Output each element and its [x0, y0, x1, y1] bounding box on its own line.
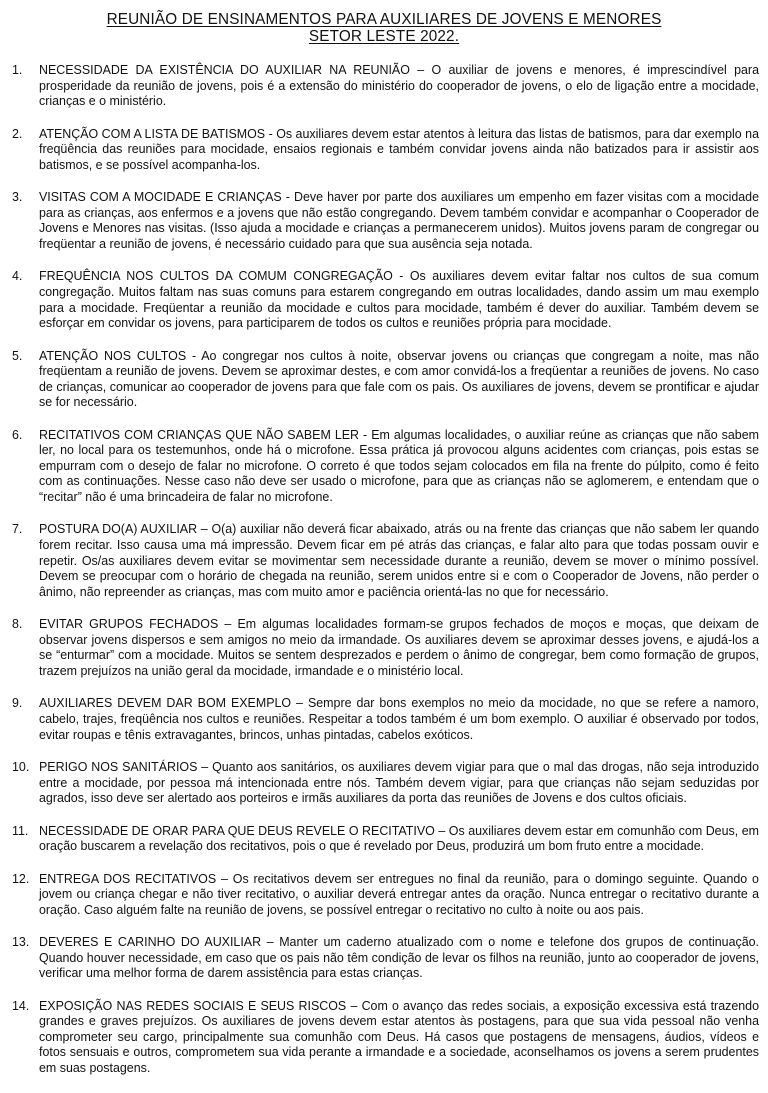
list-item: [12, 428, 762, 506]
item-heading: EXPOSIÇÃO NAS REDES SOCIAIS E SEUS RISCOS: [39, 998, 347, 1013]
item-body: Com o avanço das redes sociais, a exposição excessiva está trazendo grandes e graves prejuízos. Os auxiliares de jovens devem estar atentos às postagens, para que sua vida pessoal não venha comprometer seu cargo, principalmente sua comunhão com Deus. Há casos que postagens de mensagens, áudios, vídeos e fotos sensuais e outros, comprometem sua vida perante a irmandade e a sociedade, aconselhamos os jovens a serem prudentes em suas postagens.: [39, 998, 759, 1076]
item-heading: ATENÇÃO NOS CULTOS: [39, 348, 187, 363]
item-body: Os recitativos devem ser entregues no final da reunião, para o domingo seguinte. Quando o jovem ou criança chegar e não tiver recitativo, o auxiliar deverá entregar antes da oração. Nunca entregar o recitativo durante a oração. Caso alguém falte na reunião de jovens, se possível entregar o recitativo no culto à noite ou aos pais.: [39, 871, 759, 917]
list-item: [12, 127, 762, 174]
list-item: [12, 269, 762, 331]
item-heading: DEVERES E CARINHO DO AUXILIAR: [39, 935, 262, 950]
item-separator: -: [186, 348, 202, 363]
item-separator: -: [392, 269, 410, 284]
item-number: 14.: [12, 998, 30, 1013]
item-number: 13.: [12, 935, 30, 950]
list-item: [12, 617, 762, 679]
item-separator: -: [281, 190, 294, 205]
item-body: Os auxiliares devem estar em comunhão com Deus, em oração buscarem a revelação dos recitativos, pois o que é revelado por Deus, produzirá um bom fruto entre a mocidade.: [39, 823, 759, 854]
list-item: [12, 935, 762, 982]
document-subtitle: SETOR LESTE 2022.: [308, 28, 460, 45]
list-item: [12, 696, 762, 743]
list-item: [12, 760, 762, 807]
list-item: [12, 999, 762, 1077]
item-body: Os auxiliares devem evitar faltar nos cultos de sua comum congregação. Muitos faltam nas suas comuns para estarem congregando em outras localidades, dando assim um mau exemplo para a mocidade. Freqüentar a reunião da mocidade e cultos para mocidade, também é dever do auxiliar. Também devem se esforçar em convidar os jovens, para participarem de todos os cultos e reuniões própria para mocidade.: [39, 269, 759, 331]
item-heading: NECESSIDADE DE ORAR PARA QUE DEUS REVELE O RECITATIVO: [39, 823, 435, 838]
item-text: [39, 617, 762, 679]
item-body: O(a) auxiliar não deverá ficar abaixado, atrás ou na frente das crianças que não sabem ler quando forem recitar. Isso causa uma má impressão. Devem ficar em pé atrás das crianças, e falar alto para que todas possam ouvir e repetir. Os/as auxiliares devem evitar se movimentar sem necessidade durante a reunião, devem se mover o mínimo possível. Devem se preocupar com o horário de chegada na reunião, serem unidos entre si e com o Cooperador de Jovens, não perder o ânimo, não repreender as crianças, mas com muito amor e paciência orientá-las no que for necessário.: [39, 522, 759, 599]
item-number: 11.: [12, 823, 29, 838]
item-text: [39, 269, 762, 331]
item-heading: ENTREGA DOS RECITATIVOS: [39, 871, 217, 886]
item-number: 4.: [12, 269, 23, 284]
item-body: Ao congregar nos cultos à noite, observar jovens ou crianças que congregam a noite, mas não freqüentam a reunião de jovens. Devem se aproximar destes, e com amor convidá-los a freqüentar a reuniões de jovens. No caso de crianças, comunicar ao cooperador de jovens para que fale com os pais. Os auxiliares de jovens, devem se prontificar e ajudar se for necessário.: [39, 348, 759, 410]
item-separator: –: [197, 759, 213, 774]
item-body: Os auxiliares devem estar atentos à leitura das listas de batismos, para dar exemplo na freqüência das reuniões para mocidade, ensaios regionais e também convidar jovens ainda não batizados para ir assistir aos batismos, e se possível acompanha-los.: [39, 126, 759, 172]
item-number: 8.: [12, 617, 23, 632]
document-header: [0, 11, 768, 45]
list-item: [12, 190, 762, 252]
item-separator: –: [261, 935, 280, 950]
item-heading: PERIGO NOS SANITÁRIOS: [39, 759, 198, 774]
item-separator: -: [265, 126, 277, 141]
list-item: [12, 63, 762, 110]
list-item: [12, 349, 762, 411]
item-body: Quanto aos sanitários, os auxiliares devem vigiar para que o mal das drogas, não seja introduzido entre a mocidade, por pessoa má intencionada entre nós. Também devem vigiar, para que crianças não sejam seduzidas por agrados, isso deve ser alertado aos porteiros e irmãs auxiliares da porta das reuniões de Jovens e dos cultos oficiais.: [39, 759, 759, 806]
item-body: Em algumas localidades, o auxiliar reúne as crianças que não sabem ler, no local para os testemunhos, onde há o microfone. Essa prática já provocou alguns acidentes com crianças, pois estas se empurram com o desejo de falar no microfone. O correto é que todos sejam colocados em fila na frente do púlpito, como é feito com as continuações. Nesse caso não deve ser usado o microfone, para que as crianças não se aglomerem, e entendam que o “recitar” não é uma brincadeira de falar no microfone.: [39, 427, 759, 505]
item-text: [39, 760, 762, 807]
item-heading: VISITAS COM A MOCIDADE E CRIANÇAS: [39, 190, 282, 205]
item-body: Sempre dar bons exemplos no meio da mocidade, no que se refere a namoro, cabelo, trajes, freqüência nos cultos e reuniões. Respeitar a todos também é um bom exemplo. O auxiliar é observado por todos, evitar roupas e tênis extravagantes, brincos, unhas pintadas, cabelos exóticos.: [39, 696, 759, 742]
item-text: [39, 127, 762, 174]
item-heading: EVITAR GRUPOS FECHADOS: [39, 617, 219, 632]
item-body: Deve haver por parte dos auxiliares um empenho em fazer visitas com a mocidade para as crianças, aos enfermos e a jovens que não estão congregando. Devem também convidar e acompanhar o Cooperador de Jovens e Menores nas visitas. (Isso ajuda a mocidade e crianças a permanecerem unidos). Muitos jovens param de congregar ou freqüentar a reunião de jovens, é necessário cuidado para que sua ausência seja notada.: [39, 190, 759, 251]
item-text: [39, 349, 762, 411]
item-separator: –: [409, 63, 432, 77]
item-heading: FREQUÊNCIA NOS CULTOS DA COMUM CONGREGAÇÃO: [39, 269, 393, 284]
item-heading: NECESSIDADE DA EXISTÊNCIA DO AUXILIAR NA REUNIÃO: [39, 63, 410, 77]
item-number: 10.: [12, 759, 30, 774]
item-separator: -: [359, 427, 372, 442]
item-number: 5.: [12, 348, 23, 363]
list-item: [12, 522, 762, 600]
item-separator: –: [218, 617, 238, 632]
item-text: [39, 522, 762, 600]
item-separator: –: [434, 823, 449, 838]
item-body: O auxiliar de jovens e menores, é imprescindível para prosperidade da reunião de jovens, pois é a extensão do ministério do cooperador de jovens, o elo de ligação entre a mocidade, crianças e o ministério.: [39, 63, 759, 109]
item-text: [39, 63, 762, 110]
item-number: 12.: [12, 871, 30, 886]
item-number: 6.: [12, 427, 23, 442]
item-text: [39, 872, 762, 919]
item-separator: –: [346, 998, 362, 1013]
item-number: 1.: [12, 63, 23, 77]
item-number: 7.: [12, 522, 23, 537]
item-text: [39, 824, 762, 855]
item-body: Em algumas localidades formam-se grupos fechados de moços e moças, que deixam de observar jovens dispersos e sem amigos no meio da irmandade. Os auxiliares devem se aproximar desses jovens, e ajudá-los a se “enturmar” com a mocidade. Muitos se sentem desprezados e perdem o ânimo de congregar, bem como formação de grupos, trazem prejuízos na união geral da mocidade, irmandade e o ministério local.: [39, 617, 759, 678]
item-number: 2.: [12, 126, 23, 141]
item-body: Manter um caderno atualizado com o nome e telefone dos grupos de continuação. Quando houver necessidade, em caso que os pais não têm condição de levar os filhos na reunião, junto ao cooperador de jovens, verificar uma melhor forma de darem assistência para estas crianças.: [39, 935, 759, 981]
item-text: [39, 935, 762, 982]
item-text: [39, 428, 762, 506]
item-separator: –: [197, 522, 212, 537]
item-text: [39, 999, 762, 1077]
document-title: REUNIÃO DE ENSINAMENTOS PARA AUXILIARES DE JOVENS E MENORES: [106, 11, 662, 28]
item-separator: –: [291, 696, 308, 711]
item-heading: AUXILIARES DEVEM DAR BOM EXEMPLO: [39, 696, 292, 711]
numbered-list: [12, 63, 762, 1093]
item-text: [39, 696, 762, 743]
item-number: 3.: [12, 190, 23, 205]
item-text: [39, 190, 762, 252]
list-item: [12, 824, 762, 855]
item-heading: ATENÇÃO COM A LISTA DE BATISMOS: [39, 126, 266, 141]
item-number: 9.: [12, 696, 23, 711]
list-item: [12, 872, 762, 919]
item-heading: RECITATIVOS COM CRIANÇAS QUE NÃO SABEM LER: [39, 427, 360, 442]
item-heading: POSTURA DO(A) AUXILIAR: [39, 522, 198, 537]
item-separator: –: [216, 871, 233, 886]
